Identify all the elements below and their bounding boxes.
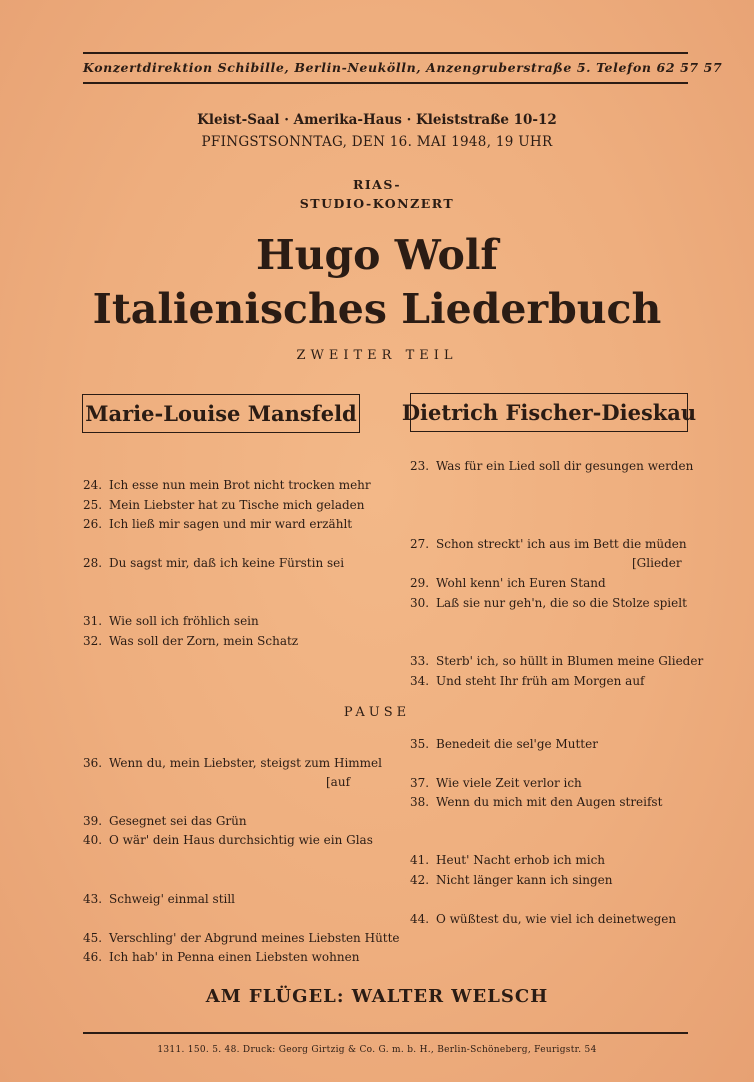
right-song: 33. Sterb' ich, so hüllt in Blumen meine Glieder — [410, 654, 704, 668]
performer-right-name: Dietrich Fischer-Dieskau — [401, 400, 697, 425]
right-song: 41. Heut' Nacht erhob ich mich — [410, 853, 606, 867]
performer-left-name: Marie-Louise Mansfeld — [85, 401, 357, 426]
right-song: 42. Nicht länger kann ich singen — [410, 873, 613, 887]
left-song: 28. Du sagst mir, daß ich keine Fürstin sei — [83, 556, 345, 570]
printer-footer: 1311. 150. 5. 48. Druck: Georg Girtzig & Co. G. m. b. H., Berlin-Schöneberg, Feurigstr. 54 — [157, 1045, 597, 1055]
left-song: 40. O wär' dein Haus durchsichtig wie ein Glas — [83, 833, 373, 847]
work-title: Italienisches Liederbuch — [92, 285, 662, 333]
right-song: 30. Laß sie nur geh'n, die so die Stolze spielt — [410, 596, 687, 610]
piano-credit: AM FLÜGEL: WALTER WELSCH — [205, 986, 549, 1007]
left-song: 46. Ich hab' in Penna einen Liebsten wohnen — [83, 950, 360, 964]
bottom-rule — [83, 1032, 688, 1034]
left-song: 31. Wie soll ich fröhlich sein — [83, 614, 259, 628]
right-song: 29. Wohl kenn' ich Euren Stand — [410, 576, 606, 590]
date-line: PFINGSTSONNTAG, DEN 16. MAI 1948, 19 UHR — [201, 134, 553, 150]
right-song: 44. O wüßtest du, wie viel ich deinetwegen — [410, 912, 677, 926]
left-song: 39. Gesegnet sei das Grün — [83, 814, 247, 828]
left-song: 26. Ich ließ mir sagen und mir ward erzählt — [83, 517, 353, 531]
left-song: 45. Verschling' der Abgrund meines Liebsten Hütte — [83, 931, 400, 945]
left-song: 24. Ich esse nun mein Brot nicht trocken mehr — [83, 478, 371, 492]
right-continuation: [Glieder — [632, 556, 682, 570]
top-rule-upper — [83, 52, 688, 54]
pause-label: PAUSE — [343, 705, 411, 720]
performer-left-box — [82, 394, 360, 433]
right-song: 38. Wenn du mich mit den Augen streifst — [410, 795, 663, 809]
performer-right-box — [401, 393, 697, 432]
series-line-1: RIAS- — [352, 177, 402, 192]
left-song: 36. Wenn du, mein Liebster, steigst zum Himmel — [83, 756, 382, 770]
series-line-2: STUDIO-KONZERT — [299, 196, 455, 211]
right-song: 35. Benedeit die sel'ge Mutter — [410, 737, 598, 751]
venue-line: Kleist-Saal · Amerika-Haus · Kleiststraße 10-12 — [197, 112, 557, 128]
agency-header: Konzertdirektion Schibille, Berlin-Neukölln, Anzengruberstraße 5. Telefon 62 57 57 — [83, 60, 723, 75]
left-continuation: [auf — [326, 775, 351, 789]
composer-title: Hugo Wolf — [255, 231, 499, 279]
right-song: 27. Schon streckt' ich aus im Bett die müden — [410, 537, 687, 551]
left-song: 43. Schweig' einmal still — [83, 892, 236, 906]
right-song: 34. Und steht Ihr früh am Morgen auf — [410, 674, 645, 688]
left-song: 32. Was soll der Zorn, mein Schatz — [83, 634, 299, 648]
part-label: ZWEITER TEIL — [296, 348, 458, 363]
left-song: 25. Mein Liebster hat zu Tische mich geladen — [83, 498, 365, 512]
right-song: 37. Wie viele Zeit verlor ich — [410, 776, 582, 790]
top-rule-lower — [83, 82, 688, 84]
right-song: 23. Was für ein Lied soll dir gesungen werden — [410, 459, 694, 473]
